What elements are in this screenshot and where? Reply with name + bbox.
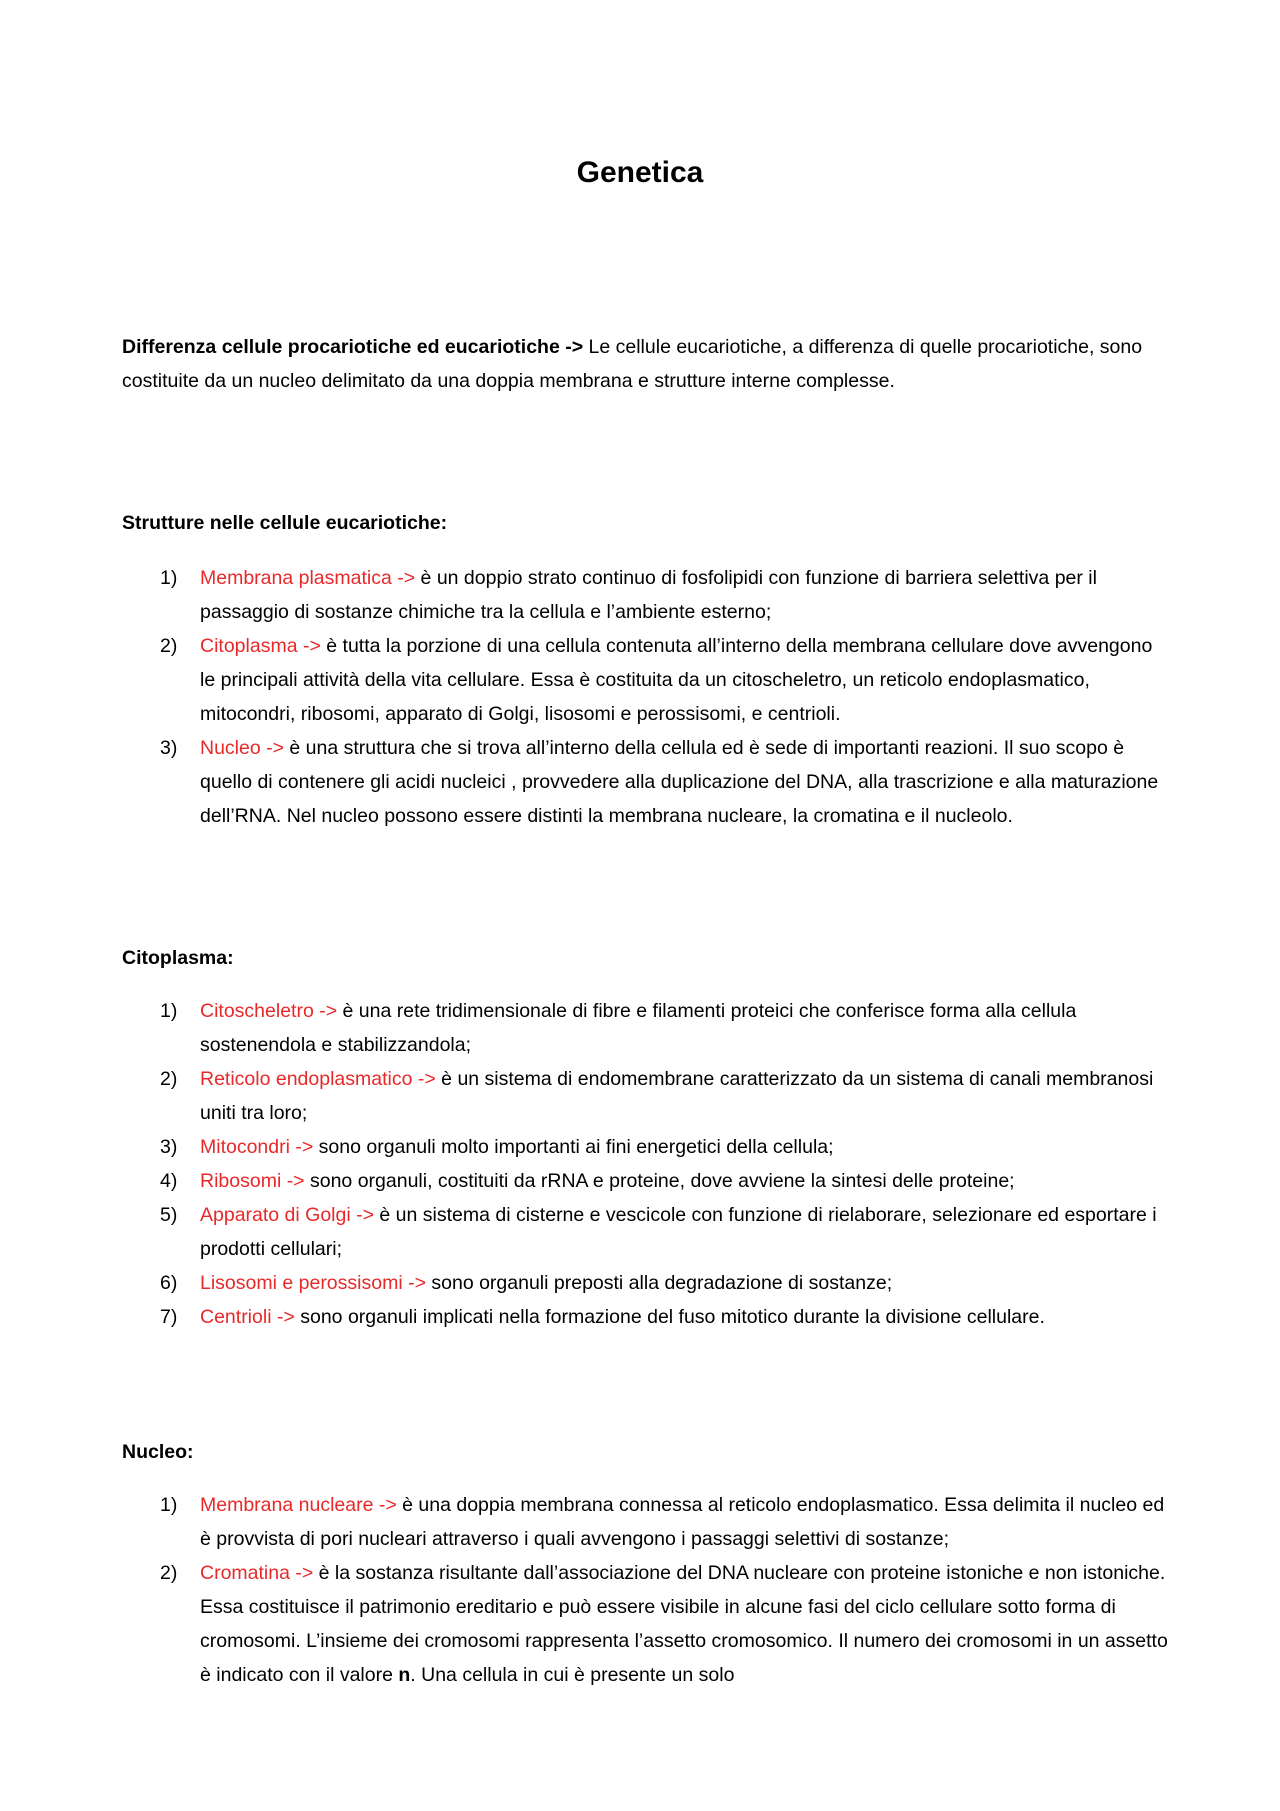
item-term: Apparato di Golgi -> bbox=[200, 1204, 374, 1226]
item-text: è una doppia membrana connessa al reticolo endoplasmatico. Essa delimita il nucleo ed è provvista di pori nucleari attraverso i quali avvengono i passaggi selettivi di sostanze; bbox=[200, 1494, 1165, 1550]
item-text: è un sistema di endomembrane caratterizzato da un sistema di canali membranosi uniti tra loro; bbox=[200, 1068, 1154, 1124]
item-number: 2) bbox=[160, 1068, 178, 1090]
list-nucleo bbox=[122, 1488, 1172, 1692]
list-item bbox=[122, 1266, 1172, 1300]
item-number: 3) bbox=[160, 1136, 178, 1158]
item-term: Membrana plasmatica -> bbox=[200, 567, 416, 589]
list-item bbox=[122, 1198, 1172, 1266]
item-term: Membrana nucleare -> bbox=[200, 1494, 397, 1516]
item-term: Centrioli -> bbox=[200, 1306, 295, 1328]
item-number: 1) bbox=[160, 1000, 178, 1022]
item-text: è un sistema di cisterne e vescicole con funzione di rielaborare, selezionare ed esportare i prodotti cellulari; bbox=[200, 1204, 1157, 1260]
item-number: 2) bbox=[160, 1562, 178, 1584]
item-text: è una struttura che si trova all’interno della cellula ed è sede di importanti reazioni. Il suo scopo è quello di contenere gli acidi nucleici , provvedere alla duplicazione del DNA, alla trascrizione e alla maturazione dell’RNA. Nel nucleo possono essere distinti la membrana nucleare, la cromatina e il nucleolo. bbox=[200, 737, 1159, 827]
list-item bbox=[122, 1062, 1172, 1130]
list-item bbox=[122, 1556, 1172, 1692]
item-text: sono organuli preposti alla degradazione di sostanze; bbox=[425, 1272, 893, 1294]
page-title: Genetica bbox=[576, 156, 704, 189]
intro-text: Le cellule eucariotiche, a differenza di quelle procariotiche, sono costituite da un nucleo delimitato da una doppia membrana e strutture interne complesse. bbox=[122, 336, 1143, 392]
item-text: è una rete tridimensionale di fibre e filamenti proteici che conferisce forma alla cellula sostenendola e stabilizzandola; bbox=[200, 1000, 1077, 1056]
heading-citoplasma: Citoplasma: bbox=[122, 947, 234, 969]
item-term: Reticolo endoplasmatico -> bbox=[200, 1068, 436, 1090]
list-item bbox=[122, 1130, 1172, 1164]
item-term: Nucleo -> bbox=[200, 737, 284, 759]
list-item bbox=[122, 561, 1172, 629]
item-text: è un doppio strato continuo di fosfolipidi con funzione di barriera selettiva per il passaggio di sostanze chimiche tra la cellula e l’ambiente esterno; bbox=[200, 567, 1097, 623]
item-term: Mitocondri -> bbox=[200, 1136, 314, 1158]
list-item bbox=[122, 629, 1172, 731]
item-number: 7) bbox=[160, 1306, 178, 1328]
item-number: 1) bbox=[160, 1494, 178, 1516]
item-number: 5) bbox=[160, 1204, 178, 1226]
list-citoplasma bbox=[122, 994, 1172, 1334]
list-item bbox=[122, 994, 1172, 1062]
item-number: 2) bbox=[160, 635, 178, 657]
list-item bbox=[122, 1164, 1172, 1198]
item-text-continued: . Una cellula in cui è presente un solo bbox=[410, 1664, 735, 1686]
item-text: sono organuli implicati nella formazione del fuso mitotico durante la divisione cellulare. bbox=[294, 1306, 1045, 1328]
item-number: 3) bbox=[160, 737, 178, 759]
item-term: Lisosomi e perossisomi -> bbox=[200, 1272, 426, 1294]
item-text: è tutta la porzione di una cellula contenuta all’interno della membrana cellulare dove avvengono le principali attività della vita cellulare. Essa è costituita da un citoscheletro, un reticolo endoplasmatico, mitocondri, ribosomi, apparato di Golgi, lisosomi e perossisomi, e centrioli. bbox=[200, 635, 1153, 725]
item-term: Ribosomi -> bbox=[200, 1170, 305, 1192]
item-text: sono organuli molto importanti ai fini energetici della cellula; bbox=[313, 1136, 834, 1158]
item-number: 1) bbox=[160, 567, 178, 589]
heading-nucleo: Nucleo: bbox=[122, 1441, 194, 1463]
list-item bbox=[122, 1488, 1172, 1556]
intro-paragraph bbox=[122, 330, 1172, 398]
item-text: sono organuli, costituiti da rRNA e proteine, dove avviene la sintesi delle proteine; bbox=[304, 1170, 1015, 1192]
item-bold-n: n bbox=[398, 1664, 411, 1686]
heading-strutture: Strutture nelle cellule eucariotiche: bbox=[122, 512, 448, 534]
item-term: Citoscheletro -> bbox=[200, 1000, 338, 1022]
list-item bbox=[122, 1300, 1172, 1334]
item-term: Citoplasma -> bbox=[200, 635, 321, 657]
item-number: 6) bbox=[160, 1272, 178, 1294]
list-item bbox=[122, 731, 1172, 833]
item-text: è la sostanza risultante dall’associazione del DNA nucleare con proteine istoniche e non istoniche. Essa costituisce il patrimonio ereditario e può essere visibile in alcune fasi del ciclo cellulare sotto forma di cromosomi. L’insieme dei cromosomi rappresenta l’assetto cromosomico. Il numero dei cromosomi in un assetto è indicato con il valore bbox=[200, 1562, 1168, 1686]
item-term: Cromatina -> bbox=[200, 1562, 314, 1584]
item-number: 4) bbox=[160, 1170, 178, 1192]
list-strutture bbox=[122, 561, 1172, 833]
intro-label: Differenza cellule procariotiche ed eucariotiche -> bbox=[122, 336, 584, 358]
